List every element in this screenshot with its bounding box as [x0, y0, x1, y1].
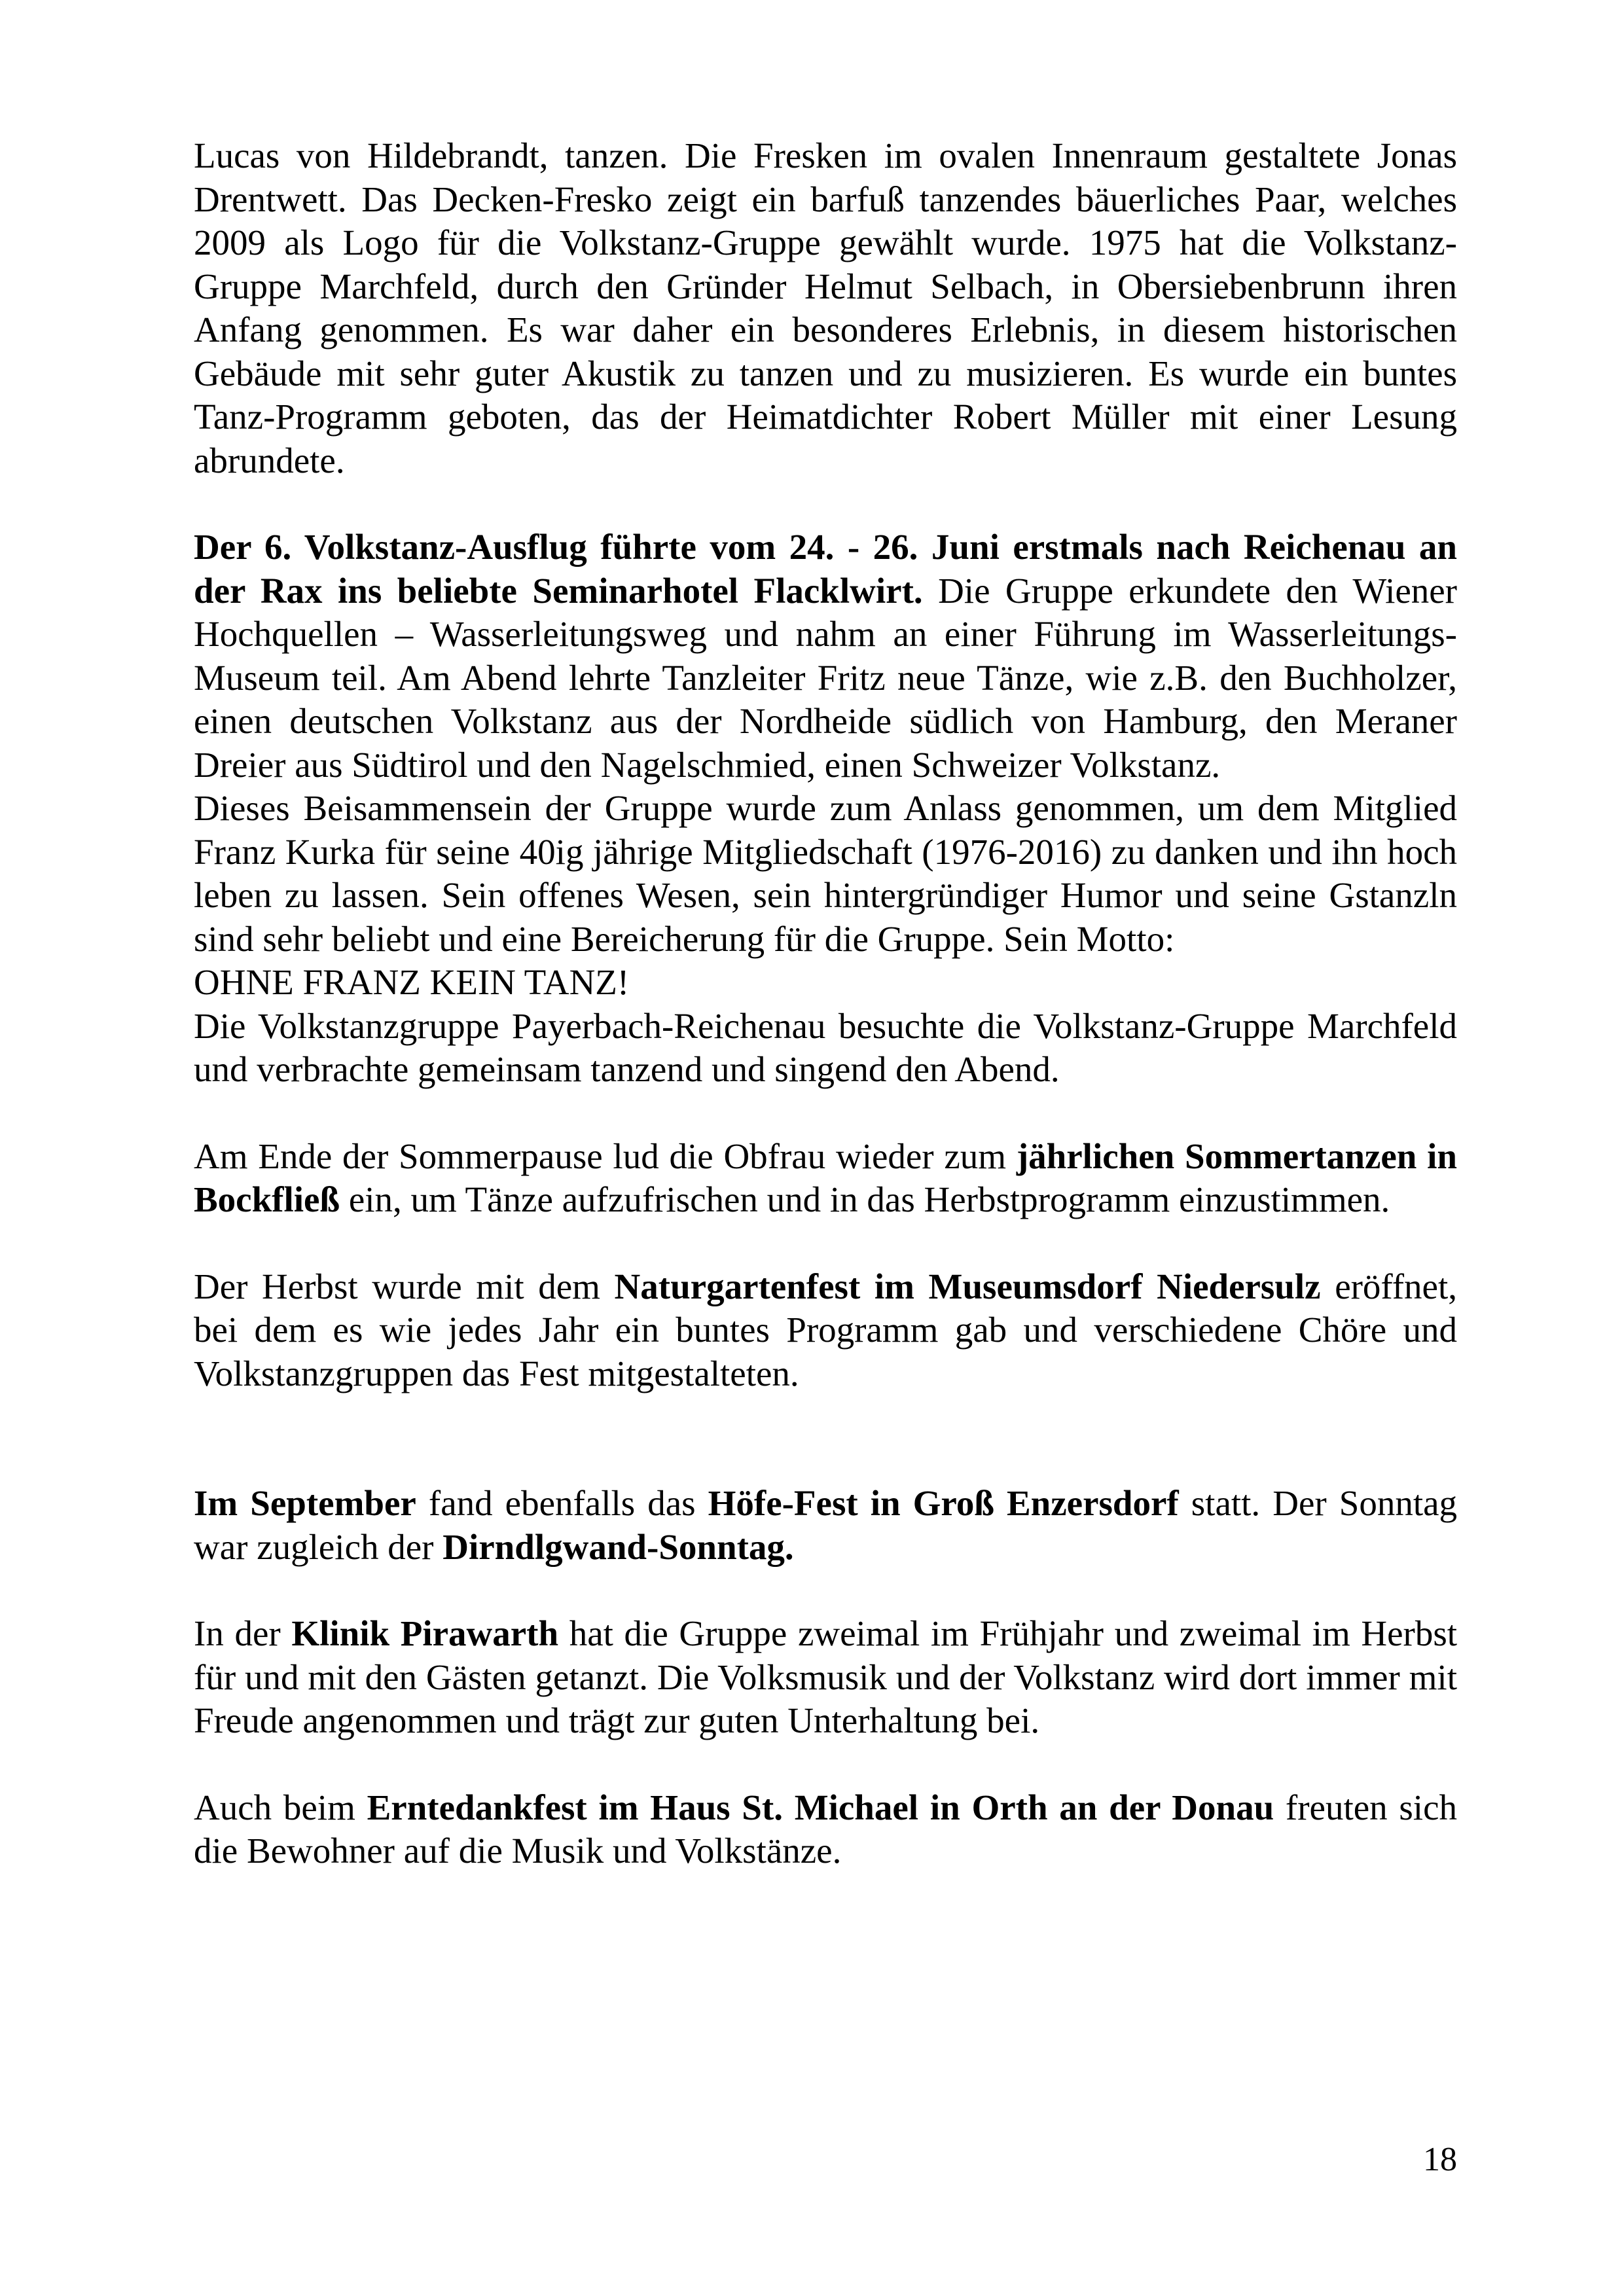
bold-text-segment: Dirndlgwand-Sonntag. [442, 1526, 794, 1567]
paragraph-franz-kurka [194, 787, 1457, 961]
page-number: 18 [1423, 2141, 1457, 2178]
text-segment: ein, um Tänze aufzufrischen und in das Herbstprogramm einzustimmen. [340, 1179, 1390, 1219]
text-segment: hat die Gruppe zweimal im Frühjahr und zweimal im Herbst für und mit den Gästen getanzt. Die Volksmusik und der Volkstanz wird dort immer mit Freude angenommen und trägt zur guten Unterhaltung bei. [194, 1613, 1458, 1740]
bold-text-segment: Der 6. Volkstanz-Ausflug führte vom 24. - 26. Juni erstmals nach Reichenau an der Rax ins beliebte Seminarhotel Flacklwirt. [194, 527, 1457, 611]
text-segment: OHNE FRANZ KEIN TANZ! [194, 962, 630, 1002]
text-segment: Auch beim [194, 1787, 367, 1827]
paragraph-klinik-pirawarth [194, 1612, 1457, 1743]
document-page [194, 134, 1457, 1873]
paragraph-motto [194, 961, 1457, 1005]
paragraph-hoefe-fest [194, 1482, 1457, 1569]
text-segment: freuten sich die Bewohner auf die Musik und Volkstänze. [194, 1787, 1457, 1871]
paragraph-hildebrandt-fresco [194, 134, 1457, 482]
text-segment: Am Ende der Sommerpause lud die Obfrau wieder zum [194, 1136, 1017, 1176]
text-segment: Die Gruppe erkundete den Wiener Hochquellen – Wasserleitungsweg und nahm an einer Führung im Wasserleitungs-Museum teil. Am Abend lehrte Tanzleiter Fritz neue Tänze, wie z.B. den Buchholzer, einen deutschen Volkstanz aus der Nordheide südlich von Hamburg, den Meraner Dreier aus Südtirol und den Nagelschmied, einen Schweizer Volkstanz. [194, 570, 1457, 785]
text-segment: Lucas von Hildebrandt, tanzen. Die Fresken im ovalen Innenraum gestaltete Jonas Drentwett. Das Decken-Fresko zeigt ein barfuß tanzendes bäuerliches Paar, welches 2009 als Logo für die Volkstanz-Gruppe gewählt wurde. 1975 hat die Volkstanz-Gruppe Marchfeld, durch den Gründer Helmut Selbach, in Obersiebenbrunn ihren Anfang genommen. Es war daher ein besonderes Erlebnis, in diesem historischen Gebäude mit sehr guter Akustik zu tanzen und zu musizieren. Es wurde ein buntes Tanz-Programm geboten, das der Heimatdichter Robert Müller mit einer Lesung abrundete. [194, 135, 1457, 480]
bold-text-segment: Höfe-Fest in Groß Enzersdorf [708, 1483, 1179, 1523]
text-segment: Die Volkstanzgruppe Payerbach-Reichenau besuchte die Volkstanz-Gruppe Marchfeld und verbrachte gemeinsam tanzend und singend den Abend. [194, 1005, 1457, 1089]
bold-text-segment: Klinik Pirawarth [291, 1613, 559, 1653]
text-segment: In der [194, 1613, 292, 1653]
text-segment: eröffnet, bei dem es wie jedes Jahr ein buntes Programm gab und verschiedene Chöre und Volkstanzgruppen das Fest mitgestalteten. [194, 1266, 1457, 1393]
text-segment: Dieses Beisammensein der Gruppe wurde zum Anlass genommen, um dem Mitglied Franz Kurka für seine 40ig jährige Mitgliedschaft (1976-2016) zu danken und ihn hoch leben zu lassen. Sein offenes Wesen, sein hintergründiger Humor und seine Gstanzln sind sehr beliebt und eine Bereicherung für die Gruppe. Sein Motto: [194, 788, 1457, 959]
text-segment: statt. Der Sonntag war zugleich der [194, 1483, 1458, 1567]
paragraph-erntedankfest [194, 1786, 1457, 1873]
paragraph-sommertanzen [194, 1135, 1457, 1222]
text-segment: fand ebenfalls das [416, 1483, 708, 1523]
paragraph-payerbach-visit [194, 1005, 1457, 1092]
bold-text-segment: jährlichen Sommertanzen in Bockfließ [194, 1136, 1458, 1219]
text-segment: Der Herbst wurde mit dem [194, 1266, 615, 1306]
bold-text-segment: Naturgartenfest im Museumsdorf Niedersulz [614, 1266, 1321, 1306]
bold-text-segment: Erntedankfest im Haus St. Michael in Orth an der Donau [367, 1787, 1274, 1827]
paragraph-naturgartenfest [194, 1265, 1457, 1396]
paragraph-volkstanz-ausflug [194, 526, 1457, 787]
bold-text-segment: Im September [194, 1483, 416, 1523]
